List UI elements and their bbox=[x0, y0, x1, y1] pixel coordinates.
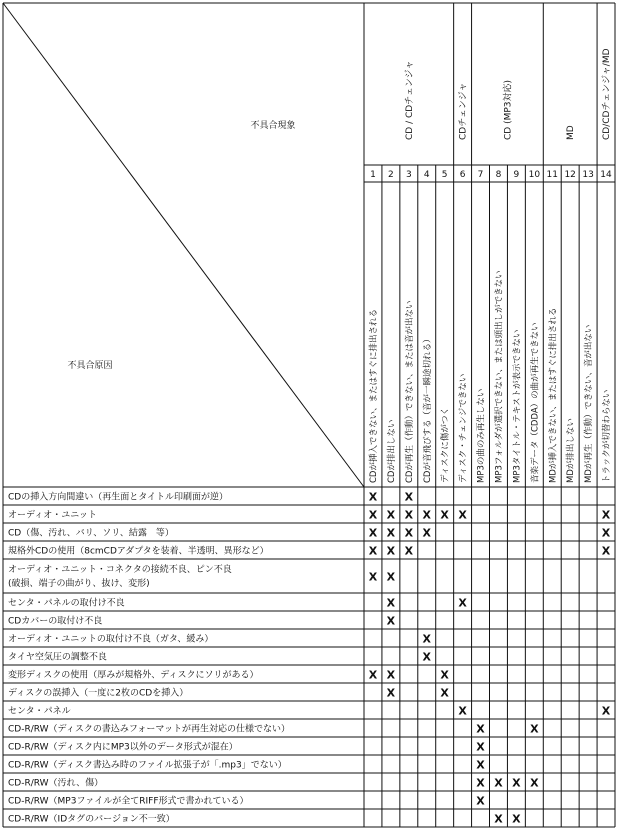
check-mark: X bbox=[440, 668, 449, 682]
column-number: 8 bbox=[495, 170, 502, 180]
check-mark: X bbox=[422, 508, 431, 522]
column-label: CDが挿入できない、またはすぐに排出される bbox=[368, 309, 379, 483]
column-label: MDが挿入できない、またはすぐに排出される bbox=[548, 307, 559, 483]
check-mark: X bbox=[368, 508, 378, 522]
check-mark: X bbox=[458, 508, 467, 522]
check-mark: X bbox=[386, 570, 396, 584]
column-number: 13 bbox=[582, 170, 594, 180]
column-label: MP3の曲のみ再生しない bbox=[476, 388, 487, 483]
column-label: CDが再生（作動）できない、または音が出ない bbox=[404, 300, 415, 483]
column-label: MDが排出しない bbox=[566, 418, 577, 483]
check-mark: X bbox=[386, 544, 396, 558]
group-label: CDチェンジャ bbox=[458, 82, 469, 140]
column-number: 6 bbox=[459, 170, 466, 180]
check-mark: X bbox=[440, 508, 449, 522]
group-label: CD/CDチェンジャ/MD bbox=[602, 48, 613, 140]
check-mark: X bbox=[440, 686, 449, 700]
check-mark: X bbox=[386, 508, 396, 522]
check-mark: X bbox=[476, 776, 485, 790]
check-mark: X bbox=[601, 508, 611, 522]
check-mark: X bbox=[386, 614, 396, 628]
column-number: 3 bbox=[405, 170, 412, 180]
cause-text: 規格外CDの使用（8cmCDアダプタを装着、半透明、異形など） bbox=[8, 546, 269, 557]
check-mark: X bbox=[512, 812, 521, 826]
check-mark: X bbox=[458, 596, 467, 610]
check-mark: X bbox=[494, 812, 503, 826]
cause-text: センタ・パネル bbox=[8, 706, 71, 717]
group-label: CD / CDチェンジャ bbox=[404, 60, 415, 140]
column-number: 14 bbox=[600, 170, 612, 180]
group-label: MD bbox=[566, 125, 577, 140]
column-number: 5 bbox=[441, 170, 448, 180]
check-mark: X bbox=[368, 526, 378, 540]
cause-text: センタ・パネルの取付け不良 bbox=[8, 598, 125, 609]
column-label: トラックが切替わらない bbox=[602, 389, 613, 483]
cause-text: タイヤ空気圧の調整不良 bbox=[8, 652, 107, 663]
check-mark: X bbox=[422, 632, 431, 646]
column-label: ディスク・チェンジできない bbox=[458, 373, 469, 483]
column-number: 12 bbox=[564, 170, 576, 180]
check-mark: X bbox=[368, 570, 378, 584]
check-mark: X bbox=[386, 596, 396, 610]
check-mark: X bbox=[530, 722, 539, 736]
cause-text: ディスクの誤挿入（一度に2枚のCDを挿入） bbox=[8, 688, 189, 699]
cause-text: CD-R/RW（MP3ファイルが全てRIFF形式で書かれている） bbox=[8, 796, 249, 807]
cause-text: (破損、端子の曲がり、抜け、変形) bbox=[8, 579, 150, 589]
check-mark: X bbox=[404, 490, 414, 504]
group-label: CD (MP3対応) bbox=[503, 79, 514, 140]
check-mark: X bbox=[404, 544, 414, 558]
check-mark: X bbox=[601, 526, 611, 540]
check-mark: X bbox=[422, 650, 431, 664]
cause-text: オーディオ・ユニット bbox=[8, 510, 97, 521]
check-mark: X bbox=[512, 776, 521, 790]
column-label: 音楽データ（CDDA）の曲が再生できない bbox=[530, 322, 541, 483]
cause-text: CD（傷、汚れ、バリ、ソリ、結露 等） bbox=[8, 528, 174, 539]
column-label: CDが排出しない bbox=[386, 419, 397, 483]
column-number: 11 bbox=[546, 170, 558, 180]
column-label: CDが音飛びする（音が一瞬途切れる） bbox=[422, 334, 433, 483]
column-number: 4 bbox=[423, 170, 430, 180]
column-number: 2 bbox=[388, 170, 394, 180]
cause-text: オーディオ・ユニット・コネクタの接続不良、ピン不良 bbox=[8, 565, 232, 575]
cause-text: オーディオ・ユニットの取付け不良（ガタ、緩み） bbox=[8, 634, 214, 645]
column-number: 1 bbox=[370, 170, 376, 180]
check-mark: X bbox=[458, 704, 467, 718]
cause-label: 不具合原因 bbox=[67, 361, 113, 371]
check-mark: X bbox=[386, 668, 396, 682]
check-mark: X bbox=[476, 794, 485, 808]
check-mark: X bbox=[494, 776, 503, 790]
check-mark: X bbox=[476, 722, 485, 736]
column-number: 9 bbox=[513, 170, 520, 180]
check-mark: X bbox=[386, 686, 396, 700]
column-label: MP3タイトル・テキストが表示できない bbox=[512, 329, 523, 483]
check-mark: X bbox=[476, 740, 485, 754]
cause-text: CDカバーの取付け不良 bbox=[8, 616, 103, 627]
cause-text: CD-R/RW（ディスク書込み時のファイル拡張子が「.mp3」でない） bbox=[8, 760, 287, 771]
check-mark: X bbox=[601, 704, 611, 718]
cause-text: 変形ディスクの使用（厚みが規格外、ディスクにソリがある） bbox=[8, 670, 259, 681]
column-label: ディスクに傷がつく bbox=[440, 407, 451, 483]
column-label: MP3フォルダが選択できない、または頭出しができない bbox=[494, 270, 505, 483]
column-number: 7 bbox=[477, 170, 484, 180]
check-mark: X bbox=[368, 544, 378, 558]
check-mark: X bbox=[404, 526, 414, 540]
check-mark: X bbox=[601, 544, 611, 558]
cause-text: CD-R/RW（IDタグのバージョン不一致） bbox=[8, 814, 175, 825]
cause-text: CDの挿入方向間違い（再生面とタイトル印刷面が逆） bbox=[8, 492, 229, 503]
check-mark: X bbox=[386, 526, 396, 540]
column-label: MDが再生（作動）できない、音が出ない bbox=[584, 324, 595, 483]
phenomenon-label: 不具合現象 bbox=[250, 121, 296, 131]
cause-text: CD-R/RW（ディスク内にMP3以外のデータ形式が混在） bbox=[8, 742, 238, 753]
check-mark: X bbox=[404, 508, 414, 522]
check-mark: X bbox=[476, 758, 485, 772]
check-mark: X bbox=[530, 776, 539, 790]
cause-text: CD-R/RW（ディスクの書込みフォーマットが再生対応の仕様でない） bbox=[8, 724, 291, 735]
cause-text: CD-R/RW（汚れ、傷） bbox=[8, 778, 104, 789]
check-mark: X bbox=[422, 526, 431, 540]
check-mark: X bbox=[368, 490, 378, 504]
column-number: 10 bbox=[528, 170, 541, 180]
check-mark: X bbox=[368, 668, 378, 682]
